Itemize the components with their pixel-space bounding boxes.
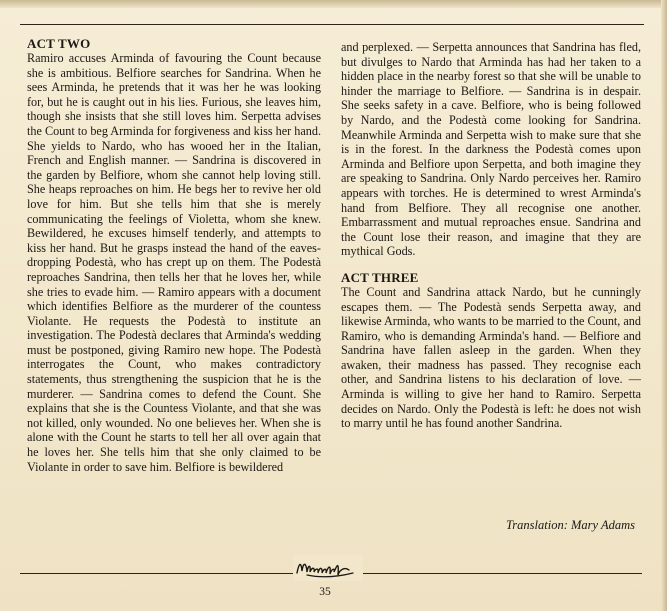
signature-drawing: [293, 555, 363, 581]
act-three-text: The Count and Sandrina attack Nardo, but he cunningly escapes them. — The Podestà sends Serpetta away, and likewise Arminda, who wants to be married to the Count, and Ramiro, who is demanding Arminda's hand. — Belfiore and Sandrina have fallen asleep in the garden. When they awaken, their madness has passed. They recognise each other, and Sandrina listens to his declaration of love. — Arminda is willing to give her hand to Ramiro. Serpetta decides on Nardo. Only the Podestà is left: he does not wish to marry until he has found another Sandrina.: [341, 284, 641, 431]
right-column: [341, 40, 641, 431]
page-number: 35: [319, 586, 331, 598]
act-two-text: Ramiro accuses Arminda of favouring the Count because she is ambitious. Belfiore searches for Sandrina. When he sees Arminda, he pretends that it was her he was looking for, but he is caught out in his lies. Furious, she leaves him, though she insists that she still loves him. Serpetta advises the Count to beg Arminda for forgiveness and kiss her hand. She yields to Nardo, who has wooed her in the Italian, French and English manner. — Sandrina is discovered in the garden by Belfiore, whom she cannot help loving still. She heaps reproaches on him. He begs her to revive her old love for him. But she tells him that she is merely communicating the feelings of Violetta, whom she knew. Bewildered, he excuses himself tenderly, and attempts to kiss her hand. But he grasps instead the hand of the eaves-dropping Podestà, who has crept up on them. The Podestà reproaches Sandrina, then tells her that he loves her, while she tries to evade him. — Ramiro appears with a document which identifies Belfiore as the murderer of the countess Violante. He requests the Podestà to institute an investigation. The Podestà declares that Arminda's wedding must be postponed, giving Ramiro new hope. The Podestà interrogates the Count, who makes contradictory statements, thus strengthening the suspicion that he is the murderer. — Sandrina comes to defend the Count. She explains that she is the Countess Violante, and that she was not killed, only wounded. No one believes her. When she is alone with the Count he starts to tell her all over again that he loves her. She tells him that she only claimed to be Violante in order to save him. Belfiore is bewildered: [27, 51, 321, 474]
page-right-edge: [661, 0, 667, 611]
translation-credit: Translation: Mary Adams: [506, 518, 635, 532]
page-top-edge: [0, 0, 667, 8]
left-column: [27, 36, 321, 474]
mozart-signature: [293, 555, 363, 581]
top-rule: [20, 24, 644, 25]
act-two-continuation: and perplexed. — Serpetta announces that Sandrina has fled, but divulges to Nardo that Arminda has had her taken to a hidden place in the nearby forest so that she will be unable to hinder the marriage to Belfiore. — Sandrina is in despair. She seeks safety in a cave. Belfiore, who is being followed by Nardo, and the Podestà come looking for Sandrina. Meanwhile Arminda and Serpetta wish to make sure that she is in the forest. In the darkness the Podestà comes upon Arminda and Belfiore upon Serpetta, and both imagine they are speaking to Sandrina. Only Nardo perceives her. Ramiro appears with torches. He is determined to wrest Arminda's hand from Belfiore. They all recognise one another. Embarrassment and mutual reproaches ensue. Sandrina and the Count lose their reason, and imagine that they are mythical Gods.: [341, 40, 641, 259]
act-two-heading: ACT TWO: [27, 36, 91, 51]
act-three-heading: ACT THREE: [341, 269, 419, 285]
